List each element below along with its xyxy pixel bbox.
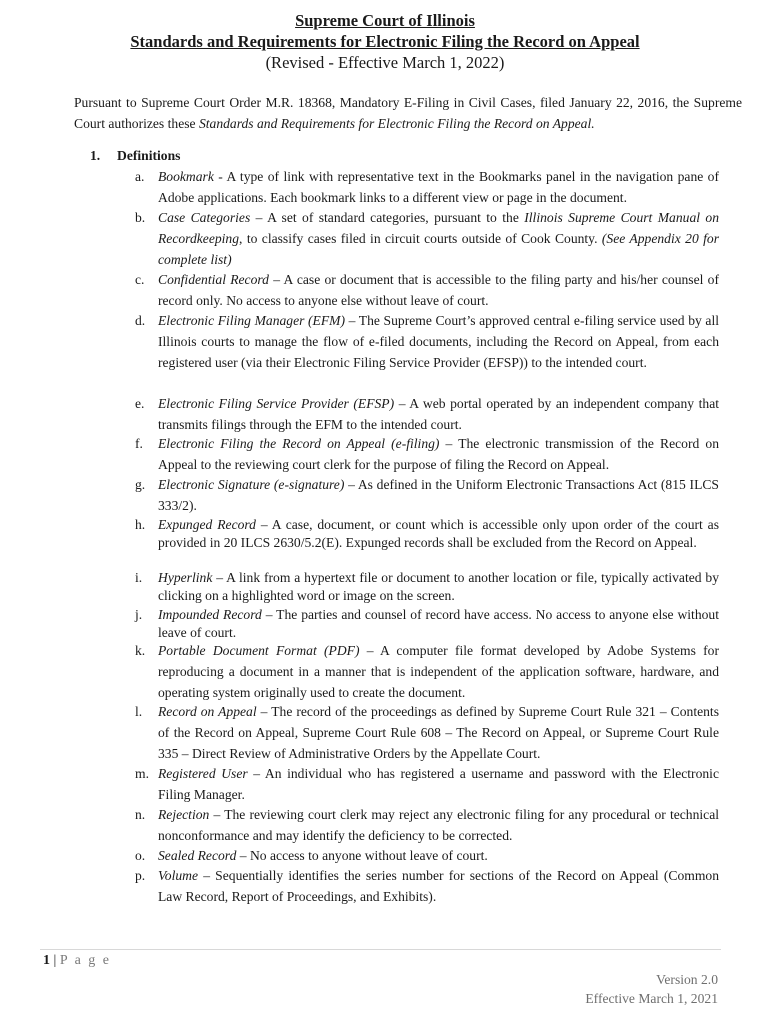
definition-text: – The reviewing court clerk may reject any electronic filing for any procedural or technical nonconformance and may identify the deficiency to be corrected.: [158, 807, 719, 843]
definition-letter: h.: [135, 517, 146, 532]
definition-text: – An individual who has registered a username and password with the Electronic Filing Manager.: [158, 766, 719, 802]
definition-text: – Sequentially identifies the series number for sections of the Record on Appeal (Common Law Record, Report of Proceedings, and Exhibits).: [158, 868, 719, 904]
definition-letter: l.: [135, 704, 143, 719]
intro-text: Pursuant to Supreme Court Order M.R. 18368, Mandatory E-Filing in Civil Cases, filed January 22, 2016, the Supreme Court authorizes these: [74, 95, 742, 131]
definition-term: Bookmark: [158, 169, 214, 184]
definition-letter: a.: [135, 169, 145, 184]
definition-item: [135, 269, 719, 311]
definition-text: – A case, document, or count which is accessible only upon order of the court as provided in 20 ILCS 2630/5.2(E). Expunged records shall be excluded from the Record on Appeal.: [158, 517, 719, 550]
definition-text: – The record of the proceedings as defined by Supreme Court Rule 321 – Contents of the Record on Appeal, Supreme Court Rule 608 – The Record on Appeal, or Supreme Court Rule 335 – Direct Review of Administrative Orders by the Appellate Court.: [158, 704, 719, 761]
definition-item: [135, 640, 719, 703]
definition-term: Rejection: [158, 807, 210, 822]
definition-text: - A type of link with representative text in the Bookmarks panel in the navigation pane of Adobe applications. Each bookmark links to a different view or page in the document.: [158, 169, 719, 205]
section-number: 1.: [90, 148, 101, 163]
definition-letter: o.: [135, 848, 146, 863]
court-title: Supreme Court of Illinois: [295, 11, 475, 30]
footer-divider: [40, 949, 721, 950]
definition-item: [135, 865, 719, 907]
definition-term: Case Categories: [158, 210, 251, 225]
definition-letter: i.: [135, 570, 143, 585]
section-title: Definitions: [117, 148, 181, 163]
version-label: Version 2.0: [656, 972, 718, 987]
definition-letter: e.: [135, 396, 145, 411]
definition-letter: c.: [135, 272, 145, 287]
definition-term: Expunged Record: [158, 517, 256, 532]
definition-term: Electronic Filing the Record on Appeal (e-filing): [158, 436, 440, 451]
definition-text: – As defined in the Uniform Electronic Transactions Act (815 ILCS 333/2).: [158, 477, 719, 513]
definition-term: Electronic Signature (e-signature): [158, 477, 345, 492]
definition-appendix-note: (See Appendix 20 for complete list): [158, 231, 719, 267]
definition-text: – The Supreme Court’s approved central e-filing service used by all Illinois courts to manage the flow of e-filed documents, including the Record on Appeal, from each registered user (via their Electronic Filing Service Provider (EFSP)) to the intended court.: [158, 313, 719, 370]
section-heading: [90, 146, 180, 166]
definition-item: [135, 516, 719, 552]
definition-item: [135, 166, 719, 208]
definition-text: – The electronic transmission of the Record on Appeal to the reviewing court clerk for the purpose of filing the Record on Appeal.: [158, 436, 719, 472]
definition-term: Record on Appeal: [158, 704, 257, 719]
definition-term: Portable Document Format (PDF): [158, 643, 360, 658]
revision-line: (Revised - Effective March 1, 2022): [265, 53, 505, 72]
definition-item: [135, 393, 720, 435]
definition-letter: k.: [135, 643, 146, 658]
definition-text: – A computer file format developed by Adobe Systems for reproducing a document in a manner that is independent of the application software, hardware, and operating system originally used to create the document.: [158, 643, 719, 700]
definition-item: [135, 701, 719, 764]
intro-paragraph: [74, 92, 742, 134]
definition-item: [135, 606, 719, 642]
definition-item: [135, 763, 719, 805]
definition-text: – A case or document that is accessible to the filing party and his/her counsel of record only. No access to anyone else without leave of court.: [158, 272, 719, 308]
definition-item: [135, 207, 720, 270]
definition-letter: b.: [135, 210, 146, 225]
definition-text: – A link from a hypertext file or document to another location or file, typically activated by clicking on a highlighted word or image on the screen.: [158, 570, 719, 603]
definition-term: Confidential Record: [158, 272, 269, 287]
definition-item: [135, 804, 719, 846]
page-number-footer: [43, 953, 111, 969]
definition-term: Hyperlink: [158, 570, 213, 585]
definition-letter: p.: [135, 868, 146, 883]
page-word: P a g e: [59, 953, 112, 968]
definition-letter: d.: [135, 313, 146, 328]
definition-term-manual: Illinois Supreme Court Manual on Recordkeeping: [158, 210, 720, 246]
definition-term: Volume: [158, 868, 199, 883]
version-footer: [585, 970, 718, 1008]
definition-term: Impounded Record: [158, 607, 262, 622]
intro-italic-title: Standards and Requirements for Electronic Filing the Record on Appeal.: [198, 116, 595, 131]
definition-item: [135, 433, 719, 475]
definition-item: [135, 474, 719, 516]
definition-item: [135, 845, 719, 866]
definition-item: [135, 569, 719, 605]
definition-letter: m.: [135, 766, 149, 781]
page-separator: |: [50, 953, 60, 968]
definition-term: Sealed Record: [158, 848, 237, 863]
document-title-block: [0, 11, 770, 73]
page-number: 1: [43, 953, 50, 968]
definition-letter: j.: [135, 607, 143, 622]
definition-text: – A web portal operated by an independent company that transmits filings through the EFM to the intended court.: [158, 396, 720, 432]
definition-letter: g.: [135, 477, 146, 492]
definition-term: Registered User: [158, 766, 248, 781]
definition-letter: n.: [135, 807, 146, 822]
effective-date: Effective March 1, 2021: [585, 991, 718, 1006]
definition-item: [135, 310, 719, 373]
definition-term: Electronic Filing Service Provider (EFSP): [158, 396, 395, 411]
definition-letter: f.: [135, 436, 143, 451]
definition-text: – The parties and counsel of record have access. No access to anyone else without leave of court.: [158, 607, 719, 640]
definition-text: – A set of standard categories, pursuant to the: [250, 210, 525, 225]
definition-text: – No access to anyone without leave of court.: [236, 848, 488, 863]
document-title: Standards and Requirements for Electronic Filing the Record on Appeal: [130, 32, 640, 51]
definition-term: Electronic Filing Manager (EFM): [158, 313, 346, 328]
definition-text-continued: , to classify cases filed in circuit courts outside of Cook County.: [239, 231, 602, 246]
